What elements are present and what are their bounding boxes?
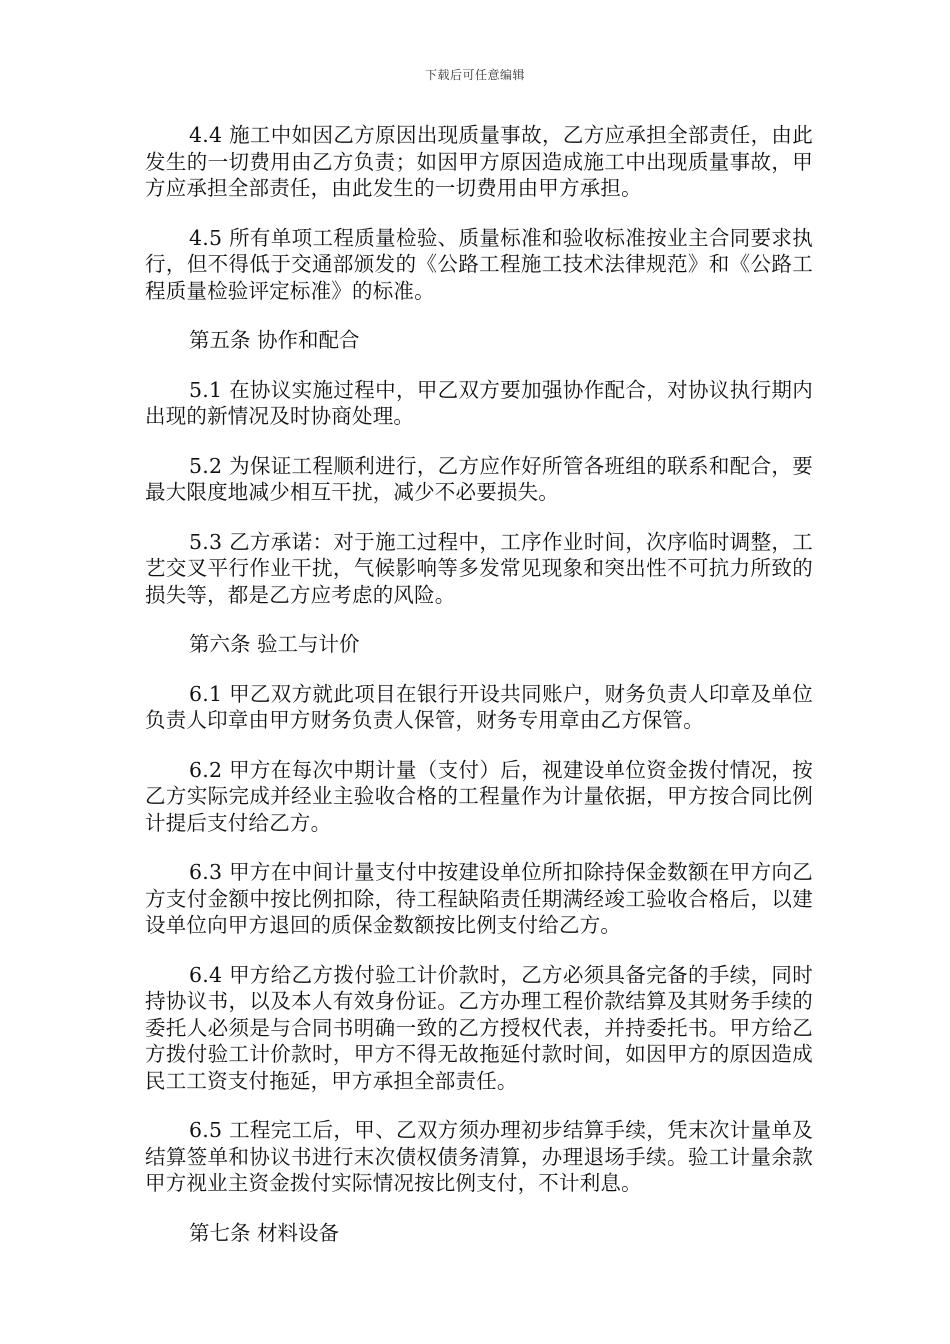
clause-6-2: 6.2 甲方在每次中期计量（支付）后，视建设单位资金拨付情况，按乙方实际完成并经业主验收合格的工程量作为计量依据，甲方按合同比例计提后支付给乙方。 <box>145 757 813 835</box>
clause-4-4: 4.4 施工中如因乙方原因出现质量事故，乙方应承担全部责任，由此发生的一切费用由乙方负责；如因甲方原因造成施工中出现质量事故，甲方应承担全部责任，由此发生的一切费用由甲方承担。 <box>145 123 813 200</box>
clause-6-5: 6.5 工程完工后，甲、乙双方须办理初步结算手续，凭末次计量单及结算签单和协议书进行末次债权债务清算，办理退场手续。验工计量余款甲方视业主资金拨付实际情况按比例支付，不计利息。 <box>145 1118 813 1195</box>
clause-4-5: 4.5 所有单项工程质量检验、质量标准和验收标准按业主合同要求执行，但不得低于交通部颁发的《公路工程施工技术法律规范》和《公路工程质量检验评定标准》的标准。 <box>145 225 813 303</box>
clause-5-3: 5.3 乙方承诺：对于施工过程中，工序作业时间，次序临时调整，工艺交叉平行作业干扰，气候影响等多发常见现象和突出性不可抗力所致的损失等，都是乙方应考虑的风险。 <box>145 529 813 607</box>
clause-5-1: 5.1 在协议实施过程中，甲乙双方要加强协作配合，对协议执行期内出现的新情况及时协商处理。 <box>145 377 813 428</box>
clause-6-3: 6.3 甲方在中间计量支付中按建设单位所扣除持保金数额在甲方向乙方支付金额中按比例扣除，待工程缺陷责任期满经竣工验收合格后，以建设单位向甲方退回的质保金数额按比例支付给乙方。 <box>145 860 813 937</box>
document-body <box>145 122 813 1269</box>
page-header: 下载后可任意编辑 <box>424 68 525 82</box>
section-heading-5: 第五条 协作和配合 <box>189 328 360 352</box>
section-heading-6: 第六条 验工与计价 <box>189 632 360 656</box>
clause-5-2: 5.2 为保证工程顺利进行，乙方应作好所管各班组的联系和配合，要最大限度地减少相互干扰，减少不必要损失。 <box>145 453 813 504</box>
clause-6-1: 6.1 甲乙双方就此项目在银行开设共同账户，财务负责人印章及单位负责人印章由甲方财务负责人保管，财务专用章由乙方保管。 <box>145 681 813 732</box>
section-heading-7: 第七条 材料设备 <box>189 1220 340 1245</box>
clause-6-4: 6.4 甲方给乙方拨付验工计价款时，乙方必须具备完备的手续，同时持协议书，以及本人有效身份证。乙方办理工程价款结算及其财务手续的委托人必须是与合同书明确一致的乙方授权代表，并持委托书。甲方给乙方拨付验工计价款时，甲方不得无故拖延付款时间，如因甲方的原因造成民工工资支付拖延，甲方承担全部责任。 <box>145 962 813 1093</box>
